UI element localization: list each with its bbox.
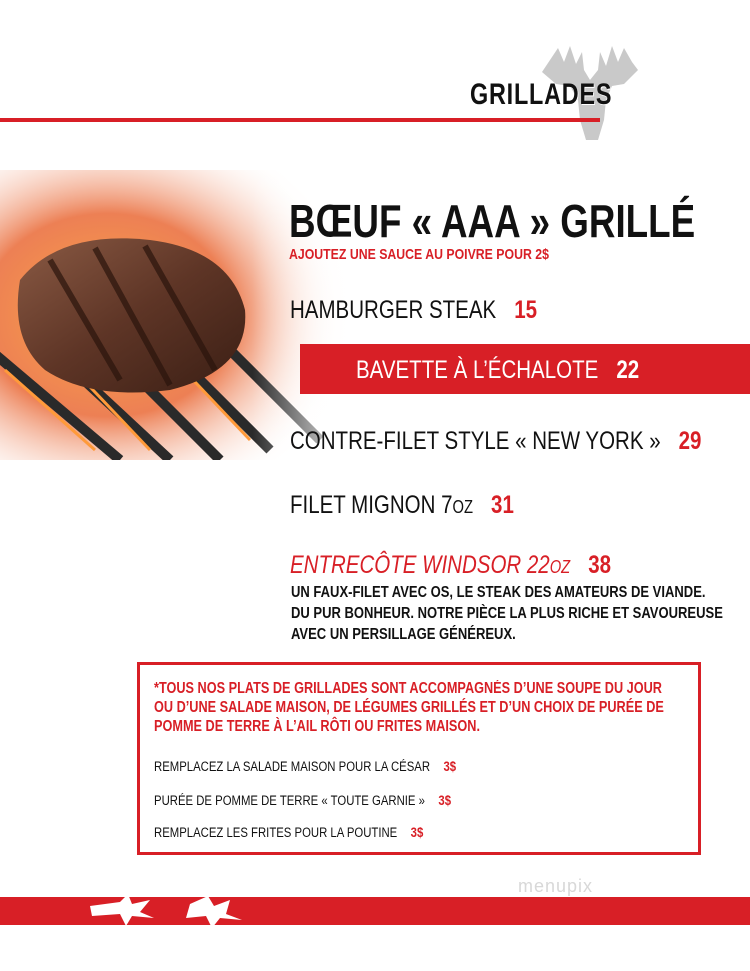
menu-item-highlighted <box>356 356 639 385</box>
menu-item <box>290 427 701 456</box>
side-option-label: REMPLACEZ LA SALADE MAISON POUR LA CÉSAR <box>154 759 431 774</box>
item-price: 31 <box>491 491 514 519</box>
side-option-price: 3$ <box>410 825 424 840</box>
item-price: 15 <box>514 296 538 324</box>
item-unit: OZ <box>549 557 571 577</box>
menu-item-featured <box>290 551 611 580</box>
side-option-price: 3$ <box>443 759 457 774</box>
item-price: 38 <box>588 551 612 579</box>
side-option <box>154 793 451 808</box>
side-option-label: PURÉE DE POMME DE TERRE « TOUTE GARNIE » <box>154 793 425 808</box>
item-name: ENTRECÔTE WINDSOR 22 <box>290 551 550 579</box>
item-name: HAMBURGER STEAK <box>290 296 497 324</box>
item-unit: OZ <box>452 497 474 517</box>
section-title: GRILLADES <box>470 78 613 111</box>
item-name: FILET MIGNON 7 <box>290 491 453 519</box>
item-description: UN FAUX-FILET AVEC OS, LE STEAK DES AMATEURS DE VIANDE. DU PUR BONHEUR. NOTRE PIÈCE LA PLUS RICHE ET SAVOUREUSE AVEC UN PERSILLAGE GÉNÉREUX. <box>291 584 723 643</box>
sub-heading: AJOUTEZ UNE SAUCE AU POIVRE POUR 2$ <box>289 246 549 263</box>
side-option <box>154 825 423 840</box>
side-option-label: REMPLACEZ LES FRITES POUR LA POUTINE <box>154 825 398 840</box>
side-option <box>154 759 456 774</box>
item-price: 29 <box>678 427 702 455</box>
item-name: CONTRE-FILET STYLE « NEW YORK » <box>290 427 661 455</box>
side-option-price: 3$ <box>438 793 452 808</box>
sides-note: *TOUS NOS PLATS DE GRILLADES SONT ACCOMPAGNÉS D’UNE SOUPE DU JOUR OU D’UNE SALADE MAISON, DE LÉGUMES GRILLÉS ET D’UN CHOIX DE PURÉE DE POMME DE TERRE À L’AIL RÔTI OU FRITES MAISON. <box>154 680 664 735</box>
item-name: BAVETTE À L’ÉCHALOTE <box>356 356 599 384</box>
watermark-text: menupix <box>518 876 594 896</box>
main-heading: BŒUF « AAA » GRILLÉ <box>289 195 696 247</box>
menu-item <box>290 296 537 325</box>
item-price: 22 <box>616 356 640 384</box>
menu-item <box>290 491 514 520</box>
maple-leaf-decoration-icon <box>80 890 280 932</box>
sides-info-box <box>137 662 701 855</box>
header-rule <box>0 118 600 122</box>
